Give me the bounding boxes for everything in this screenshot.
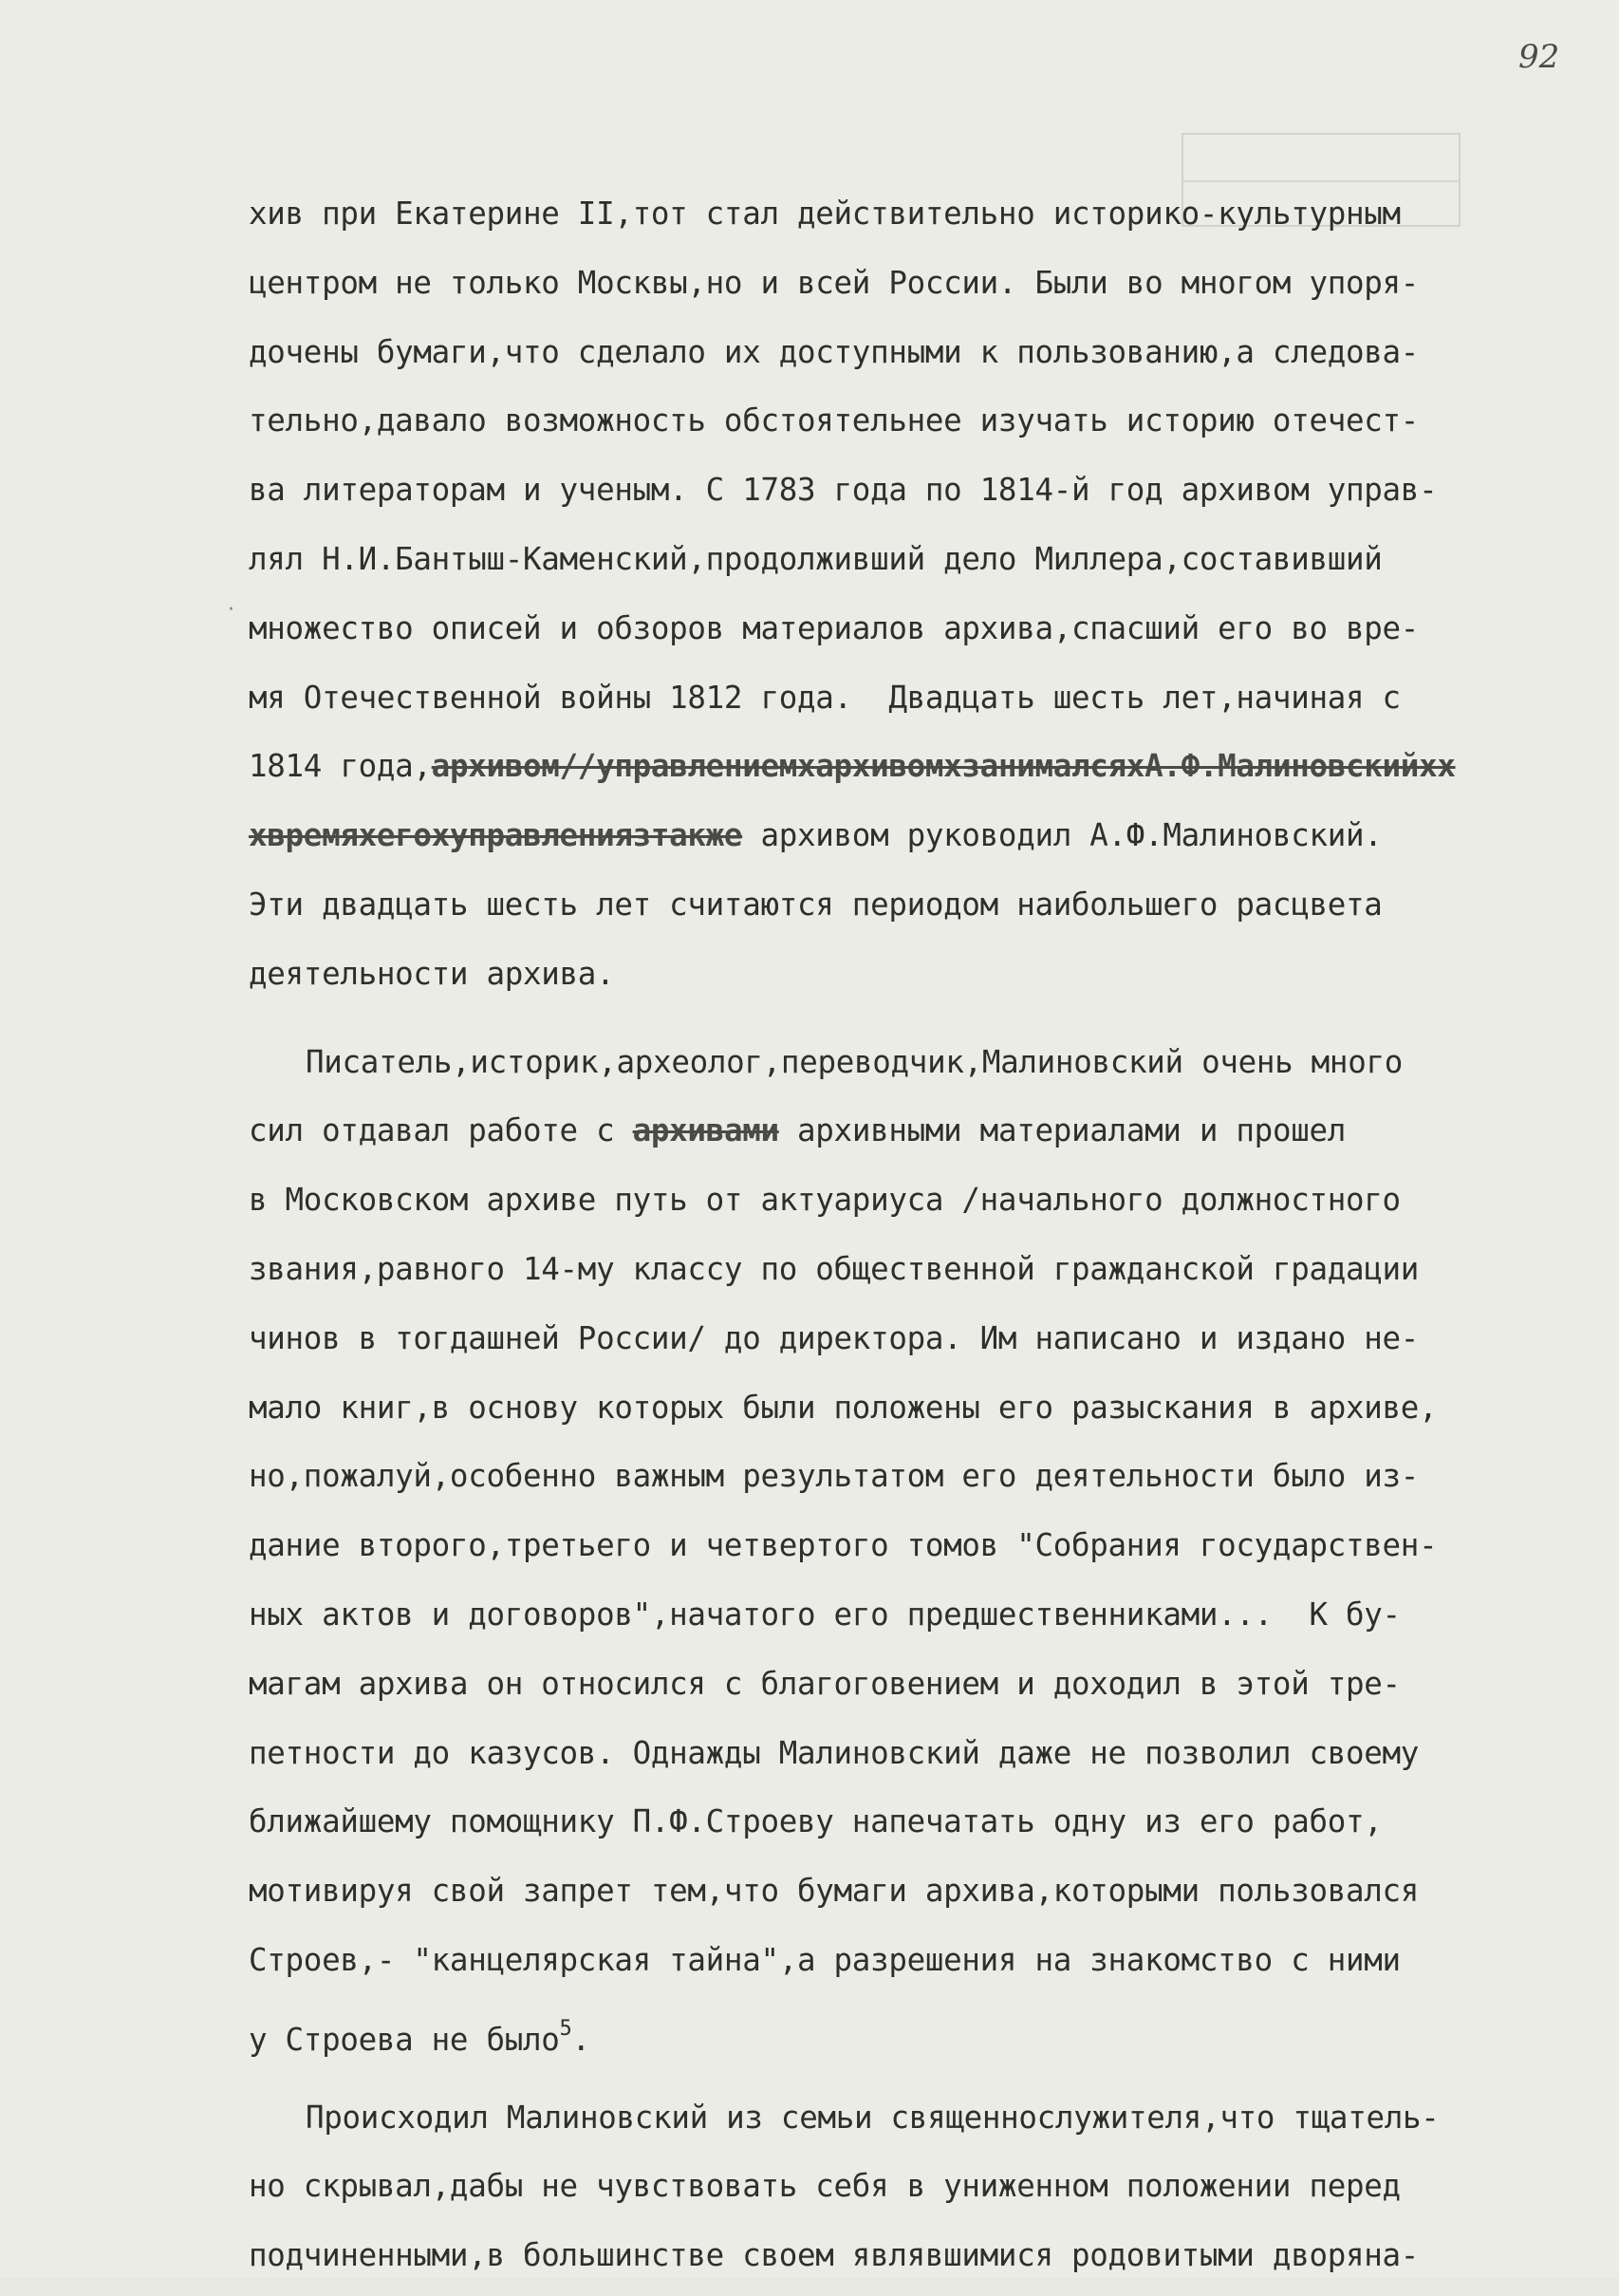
text-line bbox=[249, 1102, 1558, 1171]
text-line: хив при Екатерине II,тот стал действительно историко-культурным bbox=[249, 196, 1401, 232]
text-line: ближайшему помощнику П.Ф.Строеву напечатать одну из его работ, bbox=[249, 1803, 1383, 1840]
text-line: в Московском архиве путь от актуариуса /начального должностного bbox=[249, 1182, 1401, 1219]
text-segment: архивными материалами и прошел bbox=[778, 1112, 1347, 1149]
text-line: Эти двадцать шесть лет считаются периодом наибольшего расцвета bbox=[249, 886, 1383, 923]
text-line: но скрывал,дабы не чувствовать себя в униженном положении перед bbox=[249, 2168, 1401, 2205]
text-segment: . bbox=[571, 2021, 590, 2058]
text-line: звания,равного 14-му классу по общественной гражданской градации bbox=[249, 1250, 1420, 1287]
struck-out-text: хвремяхегохуправлениязтакже bbox=[249, 817, 743, 854]
text-line: деятельности архива. bbox=[249, 955, 615, 992]
text-line: мало книг,в основу которых были положены его разыскания в архиве, bbox=[249, 1389, 1438, 1426]
text-line: тельно,давало возможность обстоятельнее изучать историю отечест- bbox=[249, 402, 1420, 439]
text-line: но,пожалуй,особенно важным результатом его деятельности было из- bbox=[249, 1458, 1420, 1495]
text-line: центром не только Москвы,но и всей России. Были во многом упоря- bbox=[249, 264, 1420, 301]
text-line: мя Отечественной войны 1812 года. Двадцать шесть лет,начиная с bbox=[249, 679, 1401, 716]
struck-out-text: архивом//управлениемхархивомхзанималсяхА.Ф.Малиновскийхх bbox=[431, 748, 1456, 785]
text-line: петности до казусов. Однажды Малиновский даже не позволил своему bbox=[249, 1734, 1420, 1771]
text-line: Строев,- "канцелярская тайна",а разрешения на знакомство с ними bbox=[249, 1941, 1401, 1978]
footnote-marker: 5 bbox=[559, 2016, 572, 2041]
text-line: магам архива он относился с благоговением и доходил в этой тре- bbox=[249, 1665, 1401, 1702]
text-segment: архивом руководил А.Ф.Малиновский. bbox=[742, 817, 1383, 854]
margin-dot: · bbox=[228, 598, 234, 622]
text-line bbox=[249, 737, 1558, 807]
text-line: чинов в тогдашней России/ до директора. Им написано и издано не- bbox=[249, 1319, 1420, 1356]
text-line: множество описей и обзоров материалов архива,спасший его во вре- bbox=[249, 609, 1420, 646]
typewritten-text bbox=[249, 185, 1558, 2296]
text-line: лял Н.И.Бантыш-Каменский,продолживший дело Миллера,составивший bbox=[249, 540, 1383, 577]
text-line: ва литераторам и ученым. С 1783 года по 1814-й год архивом управ- bbox=[249, 472, 1438, 509]
text-line: подчиненными,в большинстве своем являвшимися родовитыми дворяна- bbox=[249, 2237, 1420, 2274]
text-line: дочены бумаги,что сделало их доступными к пользованию,а следова- bbox=[249, 333, 1420, 370]
text-line bbox=[249, 807, 1558, 876]
text-line: дание второго,третьего и четвертого томов "Собрания государствен- bbox=[249, 1527, 1438, 1564]
text-line: мотивируя свой запрет тем,что бумаги архива,которыми пользовался bbox=[249, 1873, 1420, 1910]
text-line bbox=[249, 2001, 1558, 2070]
struck-out-text: архивами bbox=[632, 1112, 779, 1149]
text-segment: сил отдавал работе с bbox=[249, 1112, 633, 1149]
text-segment: у Строева не было bbox=[249, 2021, 560, 2058]
text-line: Происходил Малиновский из семьи священнослужителя,что тщатель- bbox=[306, 2099, 1440, 2136]
text-line: ных актов и договоров",начатого его предшественниками... К бу- bbox=[249, 1596, 1401, 1633]
text-line: Писатель,историк,археолог,переводчик,Малиновский очень много bbox=[306, 1043, 1403, 1080]
page-number: 92 bbox=[1518, 38, 1560, 76]
text-segment: 1814 года, bbox=[249, 748, 432, 785]
